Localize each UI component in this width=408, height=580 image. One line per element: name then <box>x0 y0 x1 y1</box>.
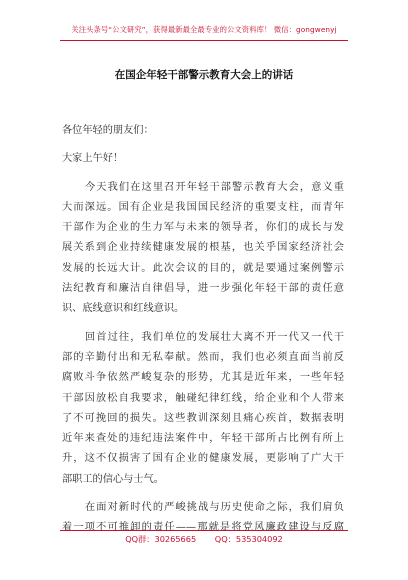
salutation: 各位年轻的朋友们： <box>62 125 154 136</box>
document-title: 在国企年轻干部警示教育大会上的讲话 <box>114 69 294 81</box>
paragraph-line: 干部因放松自我要求，触碰纪律红线，给企业和个人带来 <box>62 392 344 404</box>
footer-qq-group: QQ群：30265665 <box>125 534 197 544</box>
paragraph-line: 法纪教育和廉洁自律倡导，进一步强化年轻干部的责任意 <box>62 283 344 295</box>
paragraph-line: 大而深远。国有企业是我国国民经济的重要支柱，而青年 <box>62 201 344 213</box>
paragraph-line: 近年来查处的违纪违法案件中，年轻干部所占比例有所上 <box>62 433 344 445</box>
header-banner: 关注头条号“公文研究”，获得最新最全最专业的公文资料库！ 微信：gongwenyj <box>71 25 337 34</box>
paragraph-line: 在面对新时代的严峻挑战与历史使命之际，我们肩负 <box>85 502 344 514</box>
paragraph-line: 识、底线意识和红线意识。 <box>62 303 185 315</box>
footer-contact <box>0 534 408 545</box>
paragraph-3 <box>62 498 344 539</box>
footer-divider <box>60 530 348 531</box>
paragraph-line: 回首过往，我们单位的发展壮大离不开一代又一代干 <box>85 331 344 343</box>
paragraph-line: 升，这不仅损害了国有企业的健康发展，更影响了广大干 <box>62 453 344 465</box>
paragraph-1 <box>62 178 344 320</box>
greeting: 大家上午好！ <box>62 153 124 165</box>
footer-qq: QQ：535304092 <box>214 534 283 544</box>
paragraph-line: 部职工的信心与士气。 <box>62 473 164 485</box>
paragraph-line: 了不可挽回的损失。这些教训深刻且痛心疾首，数据表明 <box>62 412 344 424</box>
paragraph-line: 干部作为企业的生力军与未来的领导者，你们的成长与发 <box>62 222 344 234</box>
header-divider <box>60 40 348 41</box>
paragraph-line: 着一项不可推卸的责任——那就是将党风廉政建设与反腐 <box>62 522 344 534</box>
paragraph-line: 腐败斗争依然严峻复杂的形势，尤其是近年来，一些年轻 <box>62 372 344 384</box>
paragraph-line: 今天我们在这里召开年轻干部警示教育大会，意义重 <box>85 181 344 193</box>
paragraph-line: 部的辛勤付出和无私奉献。然而，我们也必须直面当前反 <box>62 351 344 363</box>
paragraph-2 <box>62 328 344 490</box>
paragraph-line: 发展的长远大计。此次会议的目的，就是要通过案例警示 <box>62 262 344 274</box>
document-body <box>62 121 344 539</box>
paragraph-line: 展关系到企业持续健康发展的根基，也关乎国家经济社会 <box>62 242 344 254</box>
